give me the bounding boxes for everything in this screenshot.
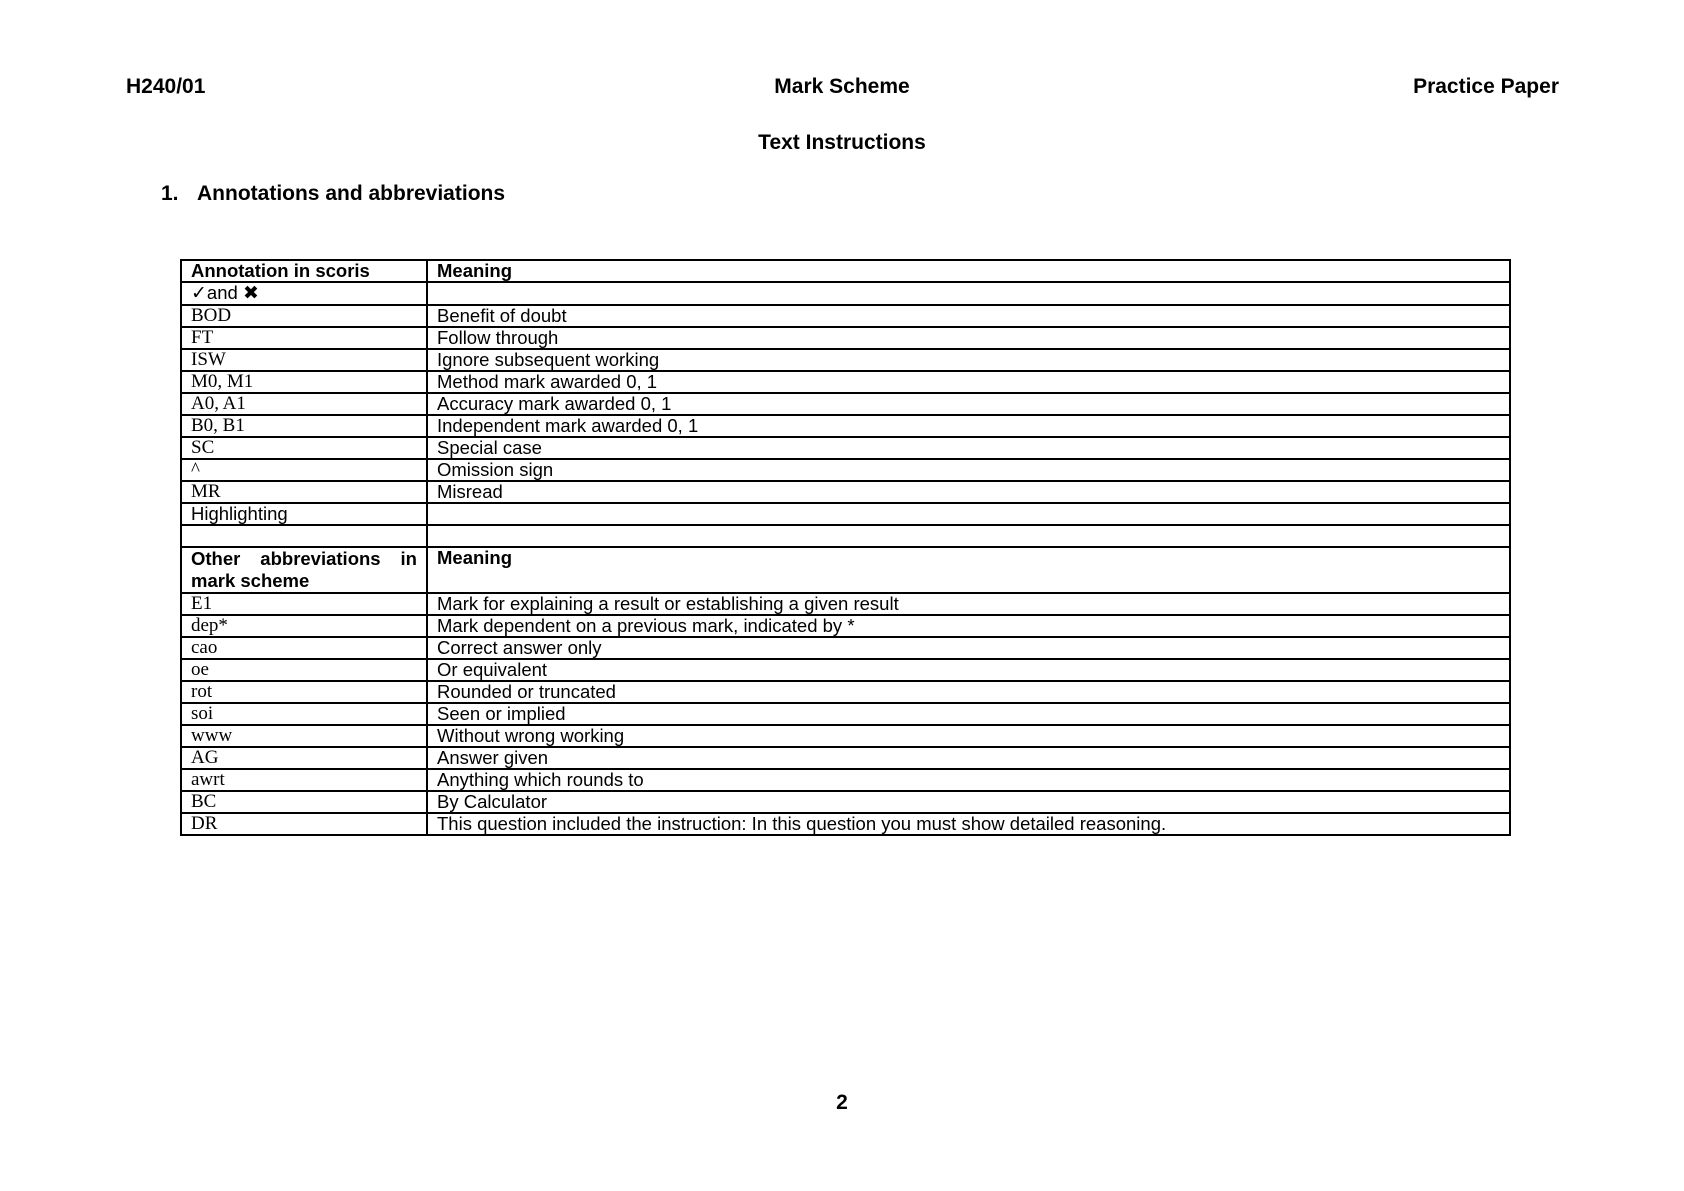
tick-cross-row	[181, 282, 1510, 305]
abbreviation-code: rot	[181, 681, 427, 703]
table-row	[181, 349, 1510, 371]
abbreviation-meaning: Mark dependent on a previous mark, indicated by *	[427, 615, 1510, 637]
abbreviation-code: cao	[181, 637, 427, 659]
table-row	[181, 725, 1510, 747]
table-row	[181, 769, 1510, 791]
tick-cross-meaning	[427, 282, 1510, 305]
abbreviation-meaning: Or equivalent	[427, 659, 1510, 681]
subsection-heading	[161, 181, 505, 207]
table-row	[181, 703, 1510, 725]
annotation-code: B0, B1	[181, 415, 427, 437]
annotation-meaning: Follow through	[427, 327, 1510, 349]
table-row	[181, 305, 1510, 327]
subsection-number: 1.	[161, 182, 179, 205]
tick-icon: ✓	[191, 283, 207, 304]
spacer-cell	[427, 525, 1510, 547]
abbreviation-code: soi	[181, 703, 427, 725]
spacer-cell	[181, 525, 427, 547]
page-number: 2	[836, 1091, 848, 1114]
abbreviation-meaning: Mark for explaining a result or establishing a given result	[427, 593, 1510, 615]
annotation-meaning: Accuracy mark awarded 0, 1	[427, 393, 1510, 415]
tick-cross-joiner: and	[206, 282, 238, 303]
annotations-header-row	[181, 260, 1510, 282]
table-row	[181, 659, 1510, 681]
annotation-meaning: Independent mark awarded 0, 1	[427, 415, 1510, 437]
annotation-meaning: Method mark awarded 0, 1	[427, 371, 1510, 393]
header-title: Mark Scheme	[774, 75, 910, 98]
abbreviation-code: E1	[181, 593, 427, 615]
cross-icon: ✖	[242, 283, 259, 304]
annotation-code: FT	[181, 327, 427, 349]
annotation-code: SC	[181, 437, 427, 459]
table-row	[181, 747, 1510, 769]
abbreviation-meaning: Anything which rounds to	[427, 769, 1510, 791]
abbreviation-meaning: Correct answer only	[427, 637, 1510, 659]
highlighting-label: Highlighting	[181, 503, 427, 525]
annotation-meaning: Misread	[427, 481, 1510, 503]
abbreviation-code: AG	[181, 747, 427, 769]
table-row	[181, 437, 1510, 459]
table-row	[181, 459, 1510, 481]
table-row	[181, 593, 1510, 615]
annotation-code: M0, M1	[181, 371, 427, 393]
annotation-meaning: Ignore subsequent working	[427, 349, 1510, 371]
table-row	[181, 481, 1510, 503]
header-paper-code: H240/01	[126, 75, 206, 98]
abbreviation-code: dep*	[181, 615, 427, 637]
abbreviation-meaning: Without wrong working	[427, 725, 1510, 747]
spacer-row	[181, 525, 1510, 547]
table-row	[181, 813, 1510, 835]
annotation-meaning: Omission sign	[427, 459, 1510, 481]
highlighting-row	[181, 503, 1510, 525]
annotation-code: ^	[181, 459, 427, 481]
tick-cross-cell	[181, 282, 427, 305]
column-header-meaning: Meaning	[427, 547, 1510, 593]
subsection-title: Annotations and abbreviations	[197, 182, 506, 205]
abbreviation-meaning: Seen or implied	[427, 703, 1510, 725]
abbreviation-code: www	[181, 725, 427, 747]
table-row	[181, 415, 1510, 437]
annotation-code: ISW	[181, 349, 427, 371]
annotation-meaning: Special case	[427, 437, 1510, 459]
table-row	[181, 637, 1510, 659]
annotation-meaning: Benefit of doubt	[427, 305, 1510, 327]
column-header-annotation: Annotation in scoris	[181, 260, 427, 282]
abbreviation-meaning: Rounded or truncated	[427, 681, 1510, 703]
abbreviation-meaning: By Calculator	[427, 791, 1510, 813]
table-row	[181, 371, 1510, 393]
abbreviation-code: DR	[181, 813, 427, 835]
section-title: Text Instructions	[758, 131, 926, 154]
annotation-code: MR	[181, 481, 427, 503]
abbreviation-meaning: Answer given	[427, 747, 1510, 769]
table-row	[181, 327, 1510, 349]
table-row	[181, 681, 1510, 703]
annotations-table	[180, 259, 1511, 836]
column-header-meaning: Meaning	[427, 260, 1510, 282]
other-header-row	[181, 547, 1510, 593]
annotation-code: A0, A1	[181, 393, 427, 415]
table-row	[181, 393, 1510, 415]
abbreviation-code: oe	[181, 659, 427, 681]
column-header-other-abbreviations: Other abbreviations in mark scheme	[181, 547, 427, 593]
table-row	[181, 615, 1510, 637]
abbreviation-code: awrt	[181, 769, 427, 791]
header-paper-type: Practice Paper	[1413, 75, 1559, 98]
abbreviation-meaning: This question included the instruction: In this question you must show detailed reasoning.	[427, 813, 1510, 835]
highlighting-meaning	[427, 503, 1510, 525]
annotation-code: BOD	[181, 305, 427, 327]
table-row	[181, 791, 1510, 813]
abbreviation-code: BC	[181, 791, 427, 813]
